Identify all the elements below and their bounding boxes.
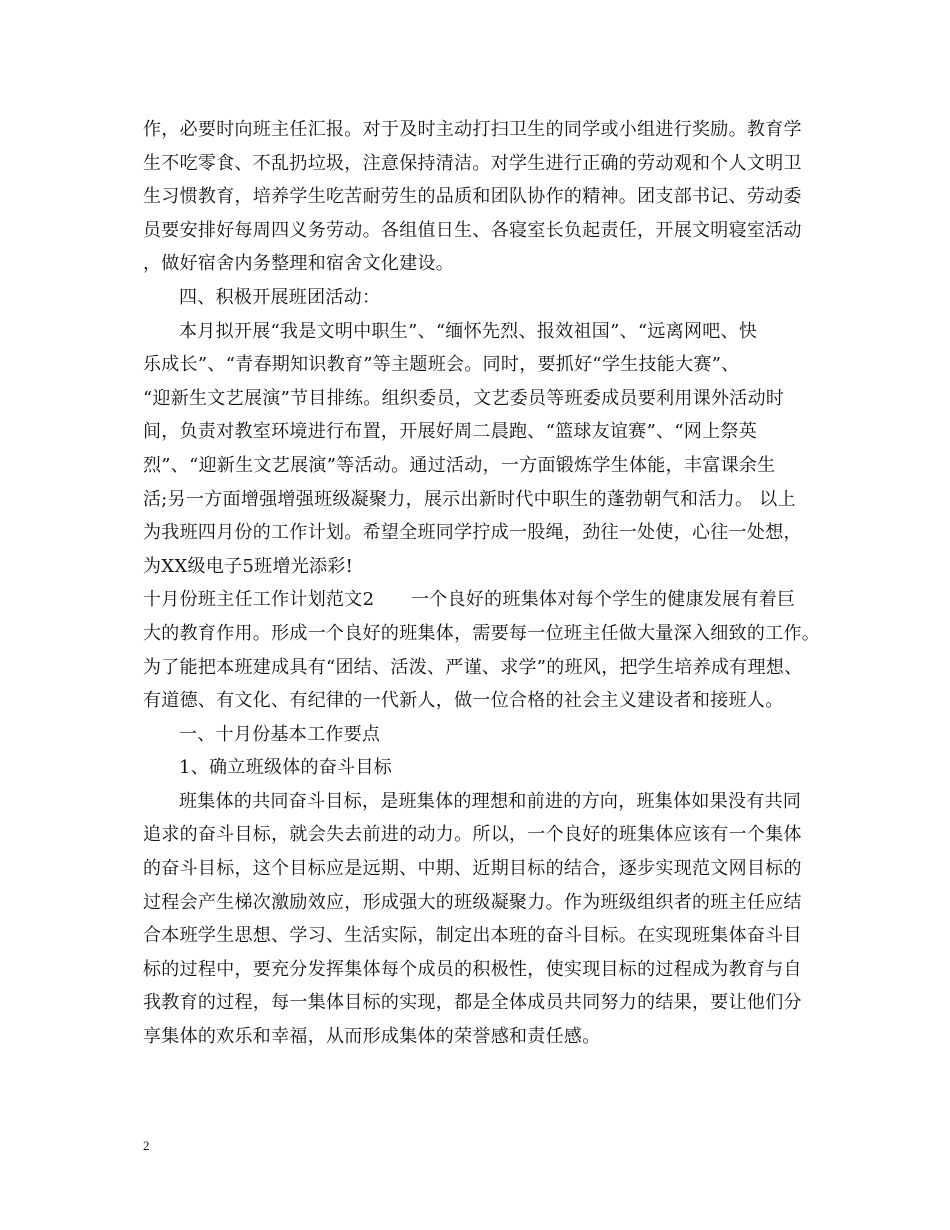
text-line: 为了能把本班建成具有“团结、活泼、严谨、求学”的班风，把学生培养成有理想、 bbox=[143, 656, 803, 678]
text-line: “迎新生文艺展演”节目排练。组织委员，文艺委员等班委成员要利用课外活动时 bbox=[143, 387, 785, 409]
page-number: 2 bbox=[143, 1138, 150, 1153]
text-line: 为我班四月份的工作计划。希望全班同学拧成一股绳，劲往一处使，心往一处想， bbox=[143, 522, 802, 544]
text-line: 生习惯教育，培养学生吃苦耐劳生的品质和团队协作的精神。团支部书记、劳动委 bbox=[143, 186, 802, 208]
text-line: 过程会产生梯次激励效应，形成强大的班级凝聚力。作为班级组织者的班主任应结 bbox=[143, 891, 802, 913]
text-line: 1、确立班级体的奋斗目标 bbox=[179, 757, 393, 779]
text-line: 我教育的过程，每一集体目标的实现，都是全体成员共同努力的结果，要让他们分 bbox=[143, 992, 802, 1014]
text-line: 为XX级电子5班增光添彩! bbox=[143, 555, 354, 577]
text-line: 烈”、“迎新生文艺展演”等活动。通过活动，一方面锻炼学生体能，丰富课余生 bbox=[143, 454, 776, 476]
text-line: 生不吃零食、不乱扔垃圾，注意保持清洁。对学生进行正确的劳动观和个人文明卫 bbox=[143, 152, 802, 174]
text-line: 大的教育作用。形成一个良好的班集体，需要每一位班主任做大量深入细致的工作。 bbox=[143, 622, 821, 644]
text-line: 享集体的欢乐和幸福，从而形成集体的荣誉感和责任感。 bbox=[143, 1026, 601, 1048]
text-line: 四、积极开展班团活动： bbox=[179, 286, 381, 308]
text-line: 一、十月份基本工作要点 bbox=[179, 723, 381, 745]
text-line: 的奋斗目标，这个目标应是远期、中期、近期目标的结合，逐步实现范文网目标的 bbox=[143, 858, 802, 880]
text-line: 作，必要时向班主任汇报。对于及时主动打扫卫生的同学或小组进行奖励。教育学 bbox=[143, 119, 802, 140]
text-line: ，做好宿舍内务整理和宿舍文化建设。 bbox=[143, 253, 455, 275]
text-line: 追求的奋斗目标，就会失去前进的动力。所以，一个良好的班集体应该有一个集体 bbox=[143, 824, 802, 846]
text-line: 本月拟开展“我是文明中职生”、“缅怀先烈、报效祖国”、“远离网吧、快 bbox=[179, 320, 758, 342]
text-line: 活;另一方面增强增强班级凝聚力，展示出新时代中职生的蓬勃朝气和活力。 以上 bbox=[143, 488, 796, 510]
text-line: 标的过程中，要充分发挥集体每个成员的积极性，使实现目标的过程成为教育与自 bbox=[143, 958, 802, 980]
text-line: 十月份班主任工作计划范文2 一个良好的班集体对每个学生的健康发展有着巨 bbox=[143, 589, 796, 611]
text-line: 合本班学生思想、学习、生活实际，制定出本班的奋斗目标。在实现班集体奋斗目 bbox=[143, 925, 802, 947]
text-line: 班集体的共同奋斗目标，是班集体的理想和前进的方向，班集体如果没有共同 bbox=[179, 790, 802, 812]
text-line: 有道德、有文化、有纪律的一代新人，做一位合格的社会主义建设者和接班人。 bbox=[143, 690, 784, 712]
text-line: 员要安排好每周四义务劳动。各组值日生、各寝室长负起责任，开展文明寝室活动 bbox=[143, 219, 802, 241]
text-line: 乐成长”、“青春期知识教育”等主题班会。同时，要抓好“学生技能大赛”、 bbox=[143, 354, 740, 376]
document-body bbox=[143, 113, 827, 1054]
text-line: 间，负责对教室环境进行布置，开展好周二晨跑、“篮球友谊赛”、“网上祭英 bbox=[143, 421, 758, 443]
